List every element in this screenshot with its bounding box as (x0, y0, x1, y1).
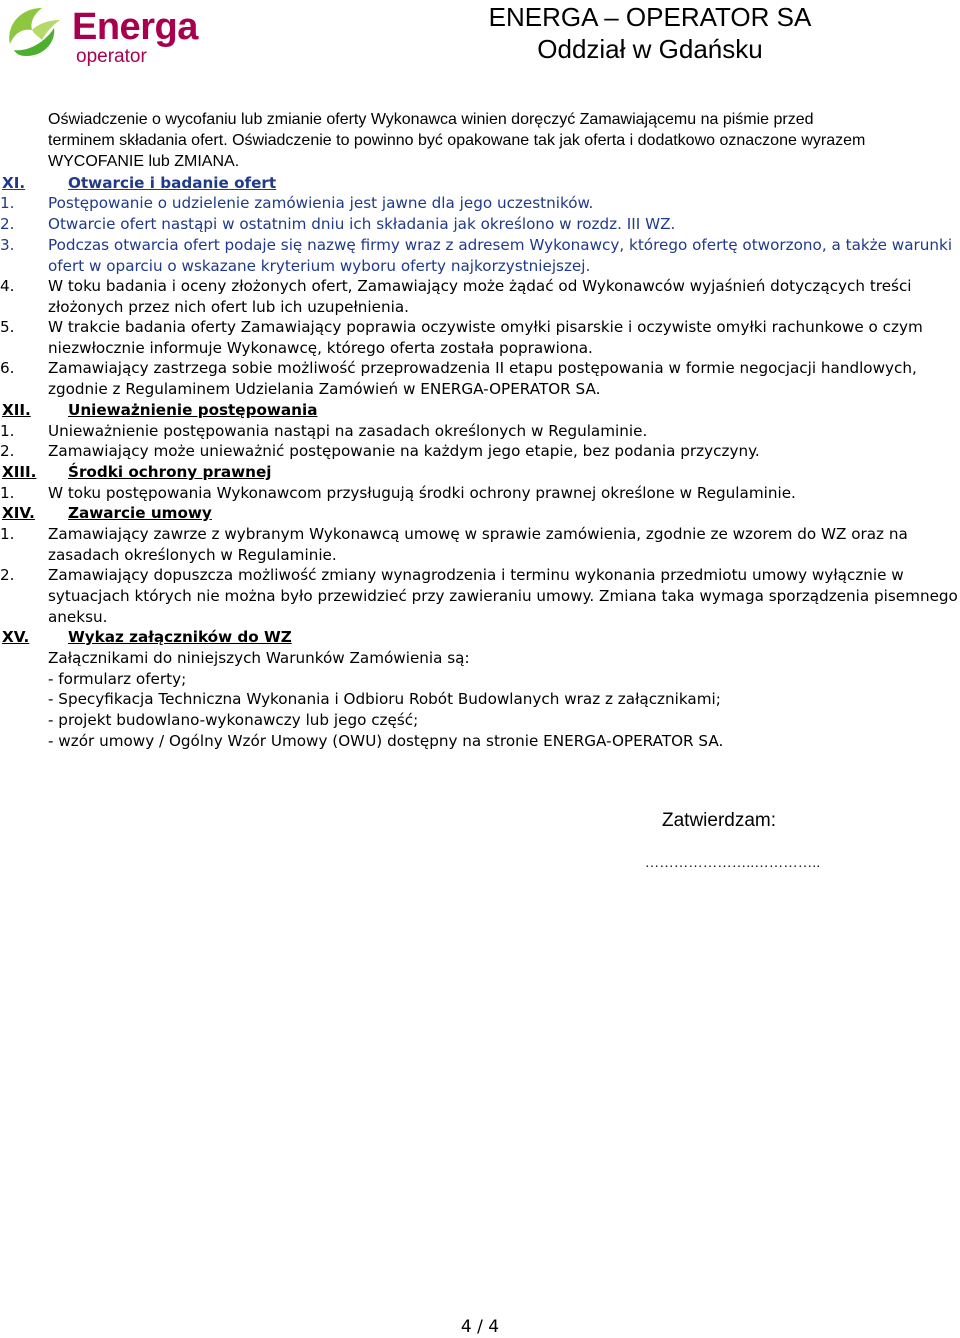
list-item: Otwarcie ofert nastąpi w ostatnim dniu ich składania jak określono w rozdz. III WZ. (48, 215, 676, 233)
item-number: 3. (0, 236, 15, 254)
section-title: Zawarcie umowy (68, 504, 212, 522)
section-number: XIV. (2, 504, 35, 522)
company-name: ENERGA – OPERATOR SA (488, 2, 812, 32)
attachment-item: - Specyfikacja Techniczna Wykonania i Odbioru Robót Budowlanych wraz z załącznikami; (48, 690, 721, 708)
list-item: W toku postępowania Wykonawcom przysługują środki ochrony prawnej określone w Regulaminie. (48, 484, 796, 502)
approval-label: Zatwierdzam: (662, 810, 777, 831)
item-number: 2. (0, 442, 15, 460)
intro-line-2: terminem składania ofert. Oświadczenie to powinno być opakowane tak jak oferta i dodatkowo oznaczone wyrazem (48, 132, 866, 149)
list-item: Postępowanie o udzielenie zamówienia jest jawne dla jego uczestników. (48, 194, 594, 212)
attachment-item: - formularz oferty; (48, 670, 187, 688)
list-item: Zamawiający zawrze z wybranym Wykonawcą umowę w sprawie zamówienia, zgodnie ze wzorem do WZ oraz na (48, 525, 908, 543)
list-item: Podczas otwarcia ofert podaje się nazwę firmy wraz z adresem Wykonawcy, którego ofertę otworzono, a także warunki (48, 236, 953, 254)
list-item-cont: zgodnie z Regulaminem Udzielania Zamówień w ENERGA-OPERATOR SA. (48, 380, 601, 398)
intro-line-3: WYCOFANIE lub ZMIANA. (48, 153, 240, 170)
energa-operator-logo (4, 2, 204, 70)
attachment-item: - wzór umowy / Ogólny Wzór Umowy (OWU) dostępny na stronie ENERGA-OPERATOR SA. (48, 732, 724, 750)
item-number: 1. (0, 422, 15, 440)
logo-subtitle: operator (76, 46, 147, 67)
intro-line-1: Oświadczenie o wycofaniu lub zmianie oferty Wykonawca winien doręczyć Zamawiającemu na piśmie przed (48, 111, 814, 128)
list-item: Unieważnienie postępowania nastąpi na zasadach określonych w Regulaminie. (48, 422, 648, 440)
list-item: Zamawiający dopuszcza możliwość zmiany wynagrodzenia i terminu wykonania przedmiotu umowy wyłącznie w (48, 566, 904, 584)
item-number: 2. (0, 566, 15, 584)
attachments-intro: Załącznikami do niniejszych Warunków Zamówienia są: (48, 649, 470, 667)
list-item: Zamawiający może unieważnić postępowanie na każdym jego etapie, bez podania przyczyny. (48, 442, 760, 460)
branch-name: Oddział w Gdańsku (537, 34, 763, 64)
section-number: XV. (2, 628, 30, 646)
list-item-cont: złożonych przez nich ofert lub ich uzupełnienia. (48, 298, 409, 316)
page-header (0, 0, 960, 80)
item-number: 4. (0, 277, 15, 295)
list-item-cont: sytuacjach których nie można było przewidzieć przy zawieraniu umowy. Zmiana taka wymaga sporządzenia pisemnego (48, 587, 958, 605)
section-number: XI. (2, 174, 26, 192)
item-number: 6. (0, 359, 15, 377)
section-number: XIII. (2, 463, 37, 481)
section-title: Środki ochrony prawnej (68, 463, 272, 481)
page-number: 4 / 4 (460, 1317, 500, 1337)
list-item: W trakcie badania oferty Zamawiający poprawia oczywiste omyłki pisarskie i oczywiste omyłki rachunkowe o czym (48, 318, 923, 336)
signature-line: …………………..………….. (645, 856, 821, 871)
item-number: 5. (0, 318, 15, 336)
section-number: XII. (2, 401, 31, 419)
item-number: 2. (0, 215, 15, 233)
list-item-cont: zasadach określonych w Regulaminie. (48, 546, 337, 564)
list-item: Zamawiający zastrzega sobie możliwość przeprowadzenia II etapu postępowania w formie negocjacji handlowych, (48, 359, 917, 377)
list-item-cont: ofert w oparciu o wskazane kryterium wyboru oferty najkorzystniejszej. (48, 257, 591, 275)
list-item-cont: aneksu. (48, 608, 108, 626)
list-item: W toku badania i oceny złożonych ofert, Zamawiający może żądać od Wykonawców wyjaśnień dotyczących treści (48, 277, 912, 295)
section-title: Otwarcie i badanie ofert (68, 174, 277, 192)
item-number: 1. (0, 525, 15, 543)
section-title: Unieważnienie postępowania (68, 401, 318, 419)
item-number: 1. (0, 484, 15, 502)
attachment-item: - projekt budowlano-wykonawczy lub jego część; (48, 711, 419, 729)
section-title: Wykaz załączników do WZ (68, 628, 292, 646)
list-item-cont: niezwłocznie informuje Wykonawcę, którego oferta została poprawiona. (48, 339, 593, 357)
item-number: 1. (0, 194, 15, 212)
logo-wordmark: Energa (72, 6, 198, 48)
energa-leaf-icon (4, 4, 66, 60)
